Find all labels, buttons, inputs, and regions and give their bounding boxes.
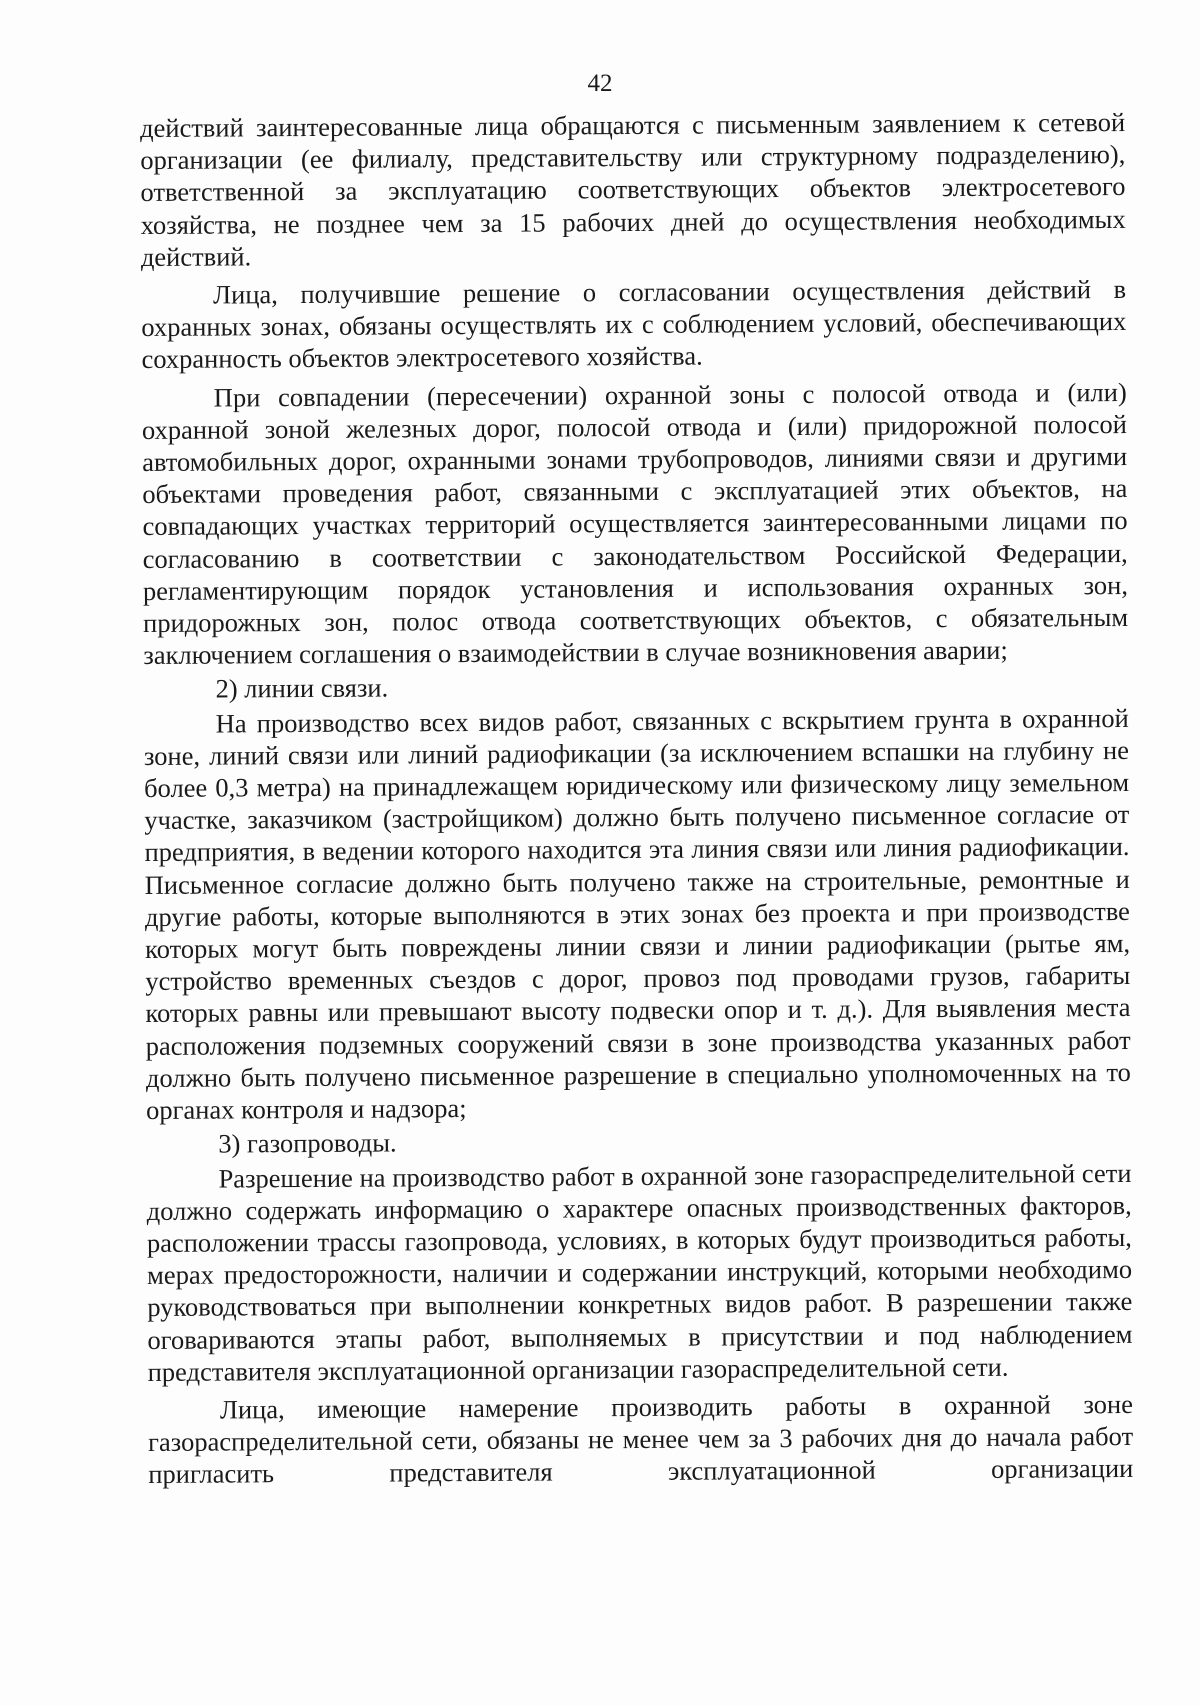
- document-body: [140, 106, 1133, 1491]
- paragraph-continuation: действий заинтересованные лица обращаются с письменным заявлением к сетевой организации (ее филиалу, представительству или структурному подразделению), ответственной за эксплуатацию соответствующих объектов электросетевого хозяйства, не позднее чем за 15 рабочих дней до осуществления необходимых действий.: [140, 106, 1126, 272]
- page-number: 42: [587, 70, 613, 97]
- list-item-communication-lines: 2) линии связи.: [215, 672, 389, 705]
- paragraph-communication-works: На производство всех видов работ, связанных с вскрытием грунта в охранной зоне, линий связи или линий радиофикации (за исключением вспашки на глубину не более 0,3 метра) на принадлежащем юридическому или физическому лицу земельном участке, заказчиком (застройщиком) должно быть получено письменное согласие от предприятия, в ведении которого находится эта линия связи или линия радиофикации. Письменное согласие должно быть получено также на строительные, ремонтные и другие работы, которые выполняются в этих зонах без проекта и при производстве которых могут быть повреждены линии связи и линии радиофикации (рытье ям, устройство временных съездов с дорог, провоз под проводами грузов, габариты которых равны или превышают высоту подвески опор и т. д.). Для выявления места расположения подземных сооружений связи в зоне производства указанных работ должно быть получено письменное разрешение в специально уполномоченных на то органах контроля и надзора;: [143, 702, 1131, 1126]
- paragraph-gas-notice: Лица, имеющие намерение производить работы в охранной зоне газораспределительной сети, обязаны не менее чем за 3 рабочих дня до начала работ пригласить представителя эксплуатационной организации: [148, 1388, 1134, 1490]
- list-item-gas-pipelines: 3) газопроводы.: [218, 1127, 397, 1159]
- paragraph-gas-permit: Разрешение на производство работ в охранной зоне газораспределительной сети должно содержать информацию о характере опасных производственных факторов, расположении трассы газопровода, условиях, в которых будут производиться работы, мерах предосторожности, наличии и содержании инструкций, которыми необходимо руководствоваться при выполнении конкретных видов работ. В разрешении также оговариваются этапы работ, выполняемых в присутствии и под наблюдением представителя эксплуатационной организации газораспределительной сети.: [146, 1157, 1133, 1387]
- paragraph-zone-overlap: При совпадении (пересечении) охранной зоны с полосой отвода и (или) охранной зоной железных дорог, полосой отвода и (или) придорожной полосой автомобильных дорог, охранными зонами трубопроводов, линиями связи и другими объектами проведения работ, связанными с эксплуатацией этих объектов, на совпадающих участках территорий осуществляется заинтересованными лицами по согласованию в соответствии с законодательством Российской Федерации, регламентирующим порядок установления и использования охранных зон, придорожных зон, полос отвода соответствующих объектов, с обязательным заключением соглашения о взаимодействии в случае возникновения аварии;: [141, 376, 1129, 671]
- paragraph-safety-conditions: Лица, получившие решение о согласовании осуществления действий в охранных зонах, обязаны осуществлять их с соблюдением условий, обеспечивающих сохранность объектов электросетевого хозяйства.: [141, 273, 1127, 375]
